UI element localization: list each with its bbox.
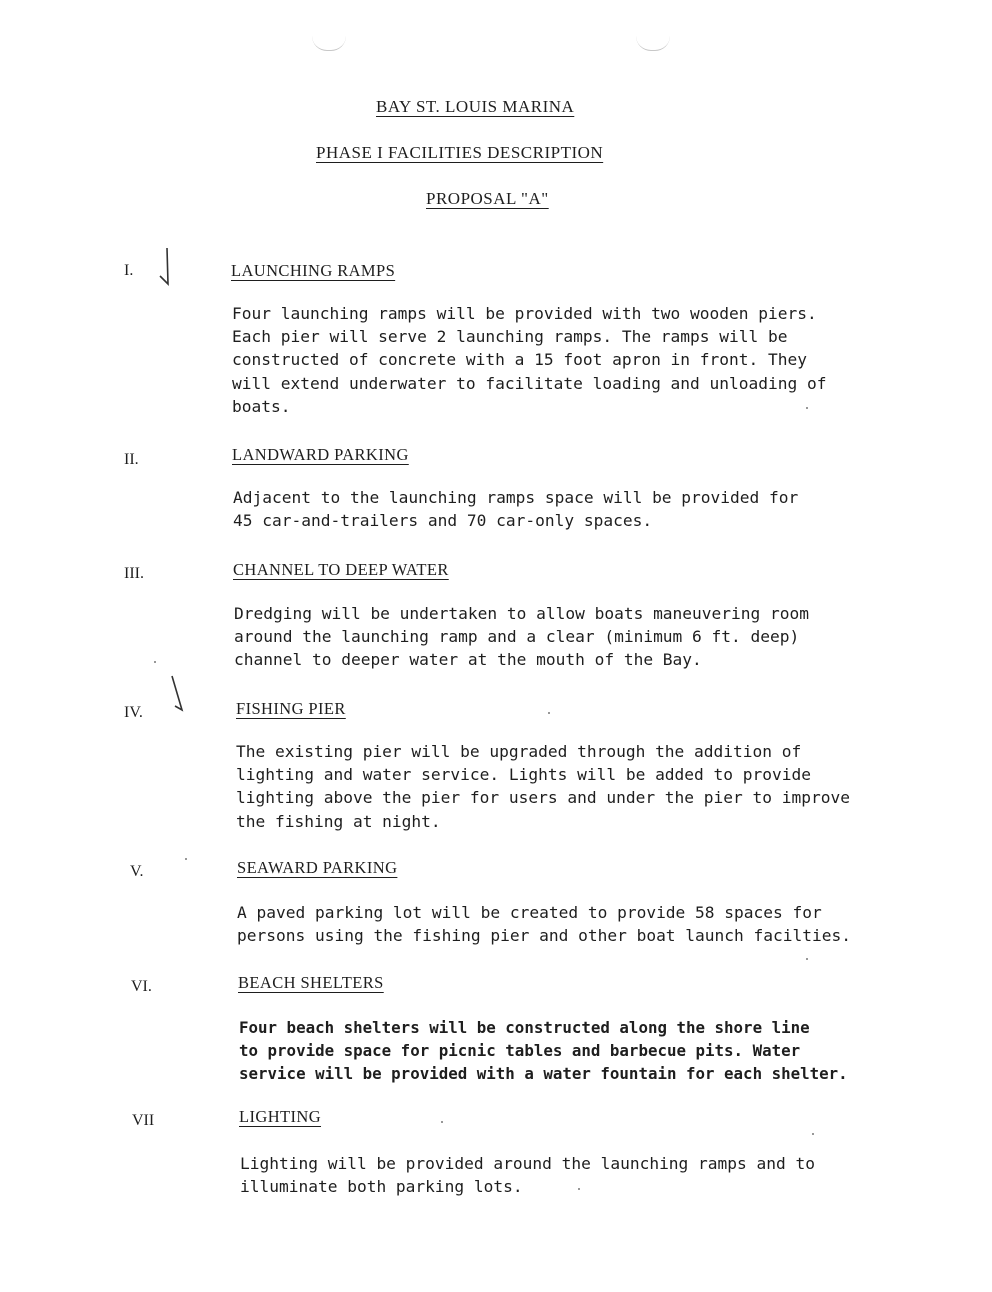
scan-speck [441,1121,443,1123]
section-body [232,302,872,418]
section-numeral: I. [124,262,134,279]
section-heading: SEAWARD PARKING [237,858,398,877]
section-heading: BEACH SHELTERS [238,973,384,992]
section-body [234,602,874,672]
body-line: will extend underwater to facilitate loading and unloading of [232,373,827,393]
body-line: the fishing at night. [236,811,441,831]
section-numeral: IV. [124,704,143,721]
section-heading: LANDWARD PARKING [232,445,409,464]
scan-speck [578,1188,580,1190]
body-line: 45 car-and-trailers and 70 car-only spaces. [233,511,653,531]
body-line: service will be provided with a water fountain for each shelter. [239,1064,848,1084]
body-line: around the launching ramp and a clear (minimum 6 ft. deep) [234,627,800,647]
check-mark-icon [162,672,192,722]
body-line: Four launching ramps will be provided with two wooden piers. [232,304,817,323]
section-body [237,901,877,947]
punch-hole-mark-right [636,36,670,51]
scan-speck [806,958,808,960]
section-numeral: II. [124,451,139,468]
proposal-label: PROPOSAL "A" [426,189,549,208]
document-title: BAY ST. LOUIS MARINA [376,97,575,116]
section-heading: CHANNEL TO DEEP WATER [233,560,449,579]
section-heading: LIGHTING [239,1107,322,1126]
body-line: boats. [232,396,291,416]
body-line: illuminate both parking lots. [240,1177,523,1197]
body-line: channel to deeper water at the mouth of the Bay. [234,650,702,670]
body-line: constructed of concrete with a 15 foot apron in front. They [232,350,807,370]
punch-hole-mark-left [312,36,346,51]
body-line: Dredging will be undertaken to allow boats maneuvering room [234,604,809,623]
section-numeral: VII [132,1112,155,1129]
scan-speck [154,661,156,663]
section-heading: LAUNCHING RAMPS [231,261,396,280]
section-body [233,486,873,532]
section-body [239,1016,879,1086]
section-numeral: III. [124,565,144,582]
body-line: lighting above the pier for users and under the pier to improve [236,788,850,808]
body-line: Lighting will be provided around the launching ramps and to [240,1154,815,1173]
scan-speck [812,1133,814,1135]
scan-speck [548,712,550,714]
section-numeral: V. [130,863,144,880]
scan-speck [806,407,808,409]
section-body [240,1152,880,1198]
scan-speck [185,858,187,860]
section-heading: FISHING PIER [236,699,346,718]
section-numeral: VI. [131,978,152,995]
section-body [236,740,876,833]
body-line: Each pier will serve 2 launching ramps. The ramps will be [232,327,788,347]
body-line: The existing pier will be upgraded through the addition of [236,742,802,761]
body-line: A paved parking lot will be created to provide 58 spaces for [237,903,822,922]
body-line: Four beach shelters will be constructed along the shore line [239,1018,810,1037]
check-mark-icon [150,244,180,294]
body-line: persons using the fishing pier and other boat launch facilties. [237,926,851,946]
body-line: to provide space for picnic tables and barbecue pits. Water [239,1041,801,1061]
body-line: Adjacent to the launching ramps space will be provided for [233,488,799,507]
document-subtitle: PHASE I FACILITIES DESCRIPTION [316,143,604,162]
body-line: lighting and water service. Lights will be added to provide [236,765,811,785]
